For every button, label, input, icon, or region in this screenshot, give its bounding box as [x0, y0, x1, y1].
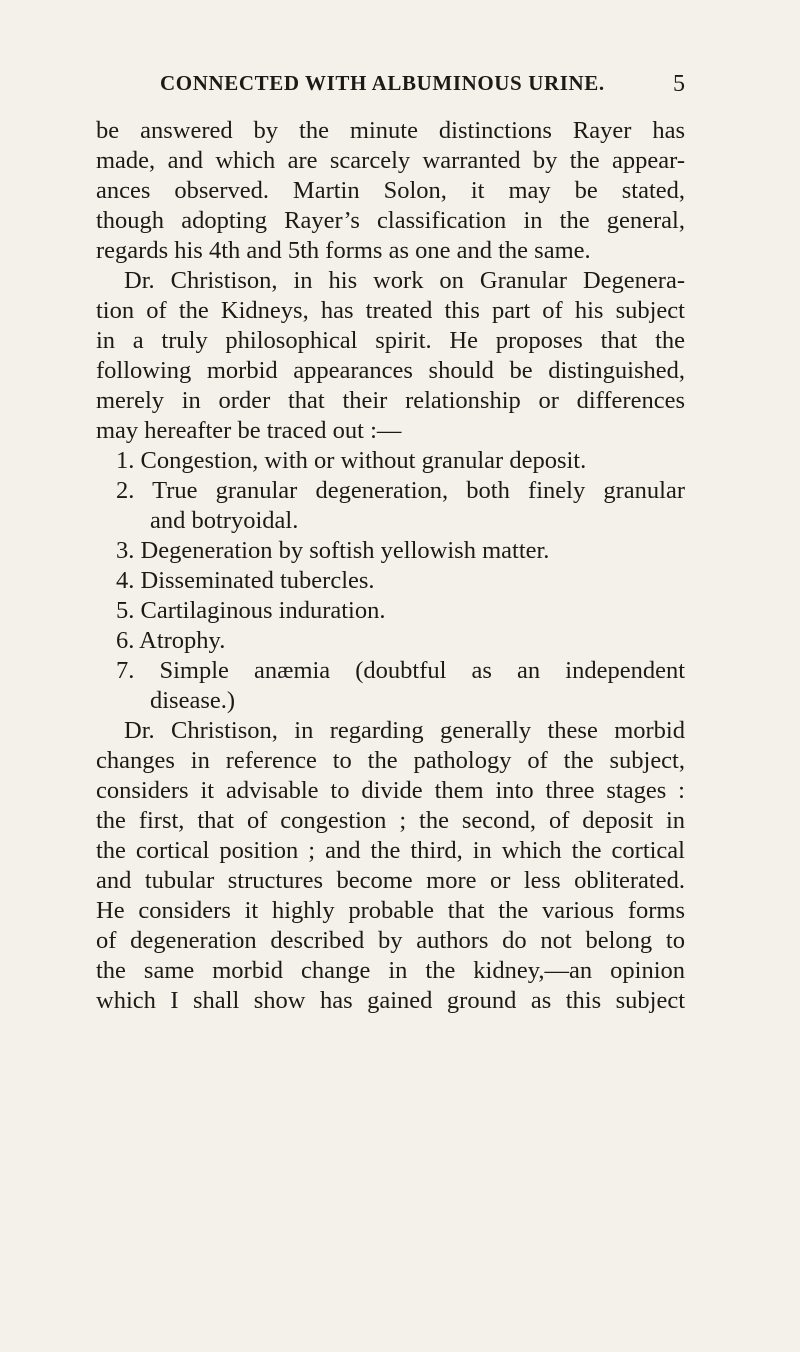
- text-line: changes in reference to the pathology of the subject,: [96, 747, 685, 774]
- text-line: be answered by the minute distinctions Rayer has: [96, 117, 685, 144]
- list-item: 2. True granular degeneration, both finely granular: [116, 477, 685, 504]
- list-item: 3. Degeneration by softish yellowish matter.: [116, 537, 550, 564]
- list-item-continuation: disease.): [150, 687, 236, 714]
- running-title: CONNECTED WITH ALBUMINOUS URINE.: [160, 71, 605, 95]
- list-item: 5. Cartilaginous induration.: [116, 597, 386, 624]
- text-line: merely in order that their relationship or differences: [96, 387, 685, 414]
- text-line: may hereafter be traced out :—: [96, 417, 402, 444]
- text-line: the same morbid change in the kidney,—an opinion: [96, 957, 685, 984]
- list-item: 4. Disseminated tubercles.: [116, 567, 375, 594]
- text-line: the first, that of congestion ; the second, of deposit in: [96, 807, 685, 834]
- page-header: [160, 71, 685, 101]
- list-item: 6. Atrophy.: [116, 627, 226, 654]
- text-line: Dr. Christison, in his work on Granular Degenera-: [124, 267, 685, 294]
- text-line: considers it advisable to divide them into three stages :: [96, 777, 685, 804]
- page-number: 5: [673, 71, 685, 97]
- text-line: Dr. Christison, in regarding generally these morbid: [124, 717, 685, 744]
- list-item: 1. Congestion, with or without granular deposit.: [116, 447, 587, 474]
- text-line: ances observed. Martin Solon, it may be stated,: [96, 177, 685, 204]
- text-line: tion of the Kidneys, has treated this part of his subject: [96, 297, 685, 324]
- text-line: He considers it highly probable that the various forms: [96, 897, 685, 924]
- text-line: though adopting Rayer’s classification in the general,: [96, 207, 685, 234]
- text-line: and tubular structures become more or less obliterated.: [96, 867, 685, 894]
- text-line: the cortical position ; and the third, in which the cortical: [96, 837, 685, 864]
- list-item: 7. Simple anæmia (doubtful as an independent: [116, 657, 685, 684]
- text-line: in a truly philosophical spirit. He proposes that the: [96, 327, 685, 354]
- list-item-continuation: and botryoidal.: [150, 507, 299, 534]
- text-line: made, and which are scarcely warranted by the appear-: [96, 147, 685, 174]
- text-line: regards his 4th and 5th forms as one and the same.: [96, 237, 591, 264]
- text-line: of degeneration described by authors do not belong to: [96, 927, 685, 954]
- text-line: following morbid appearances should be distinguished,: [96, 357, 685, 384]
- text-line: which I shall show has gained ground as this subject: [96, 987, 685, 1014]
